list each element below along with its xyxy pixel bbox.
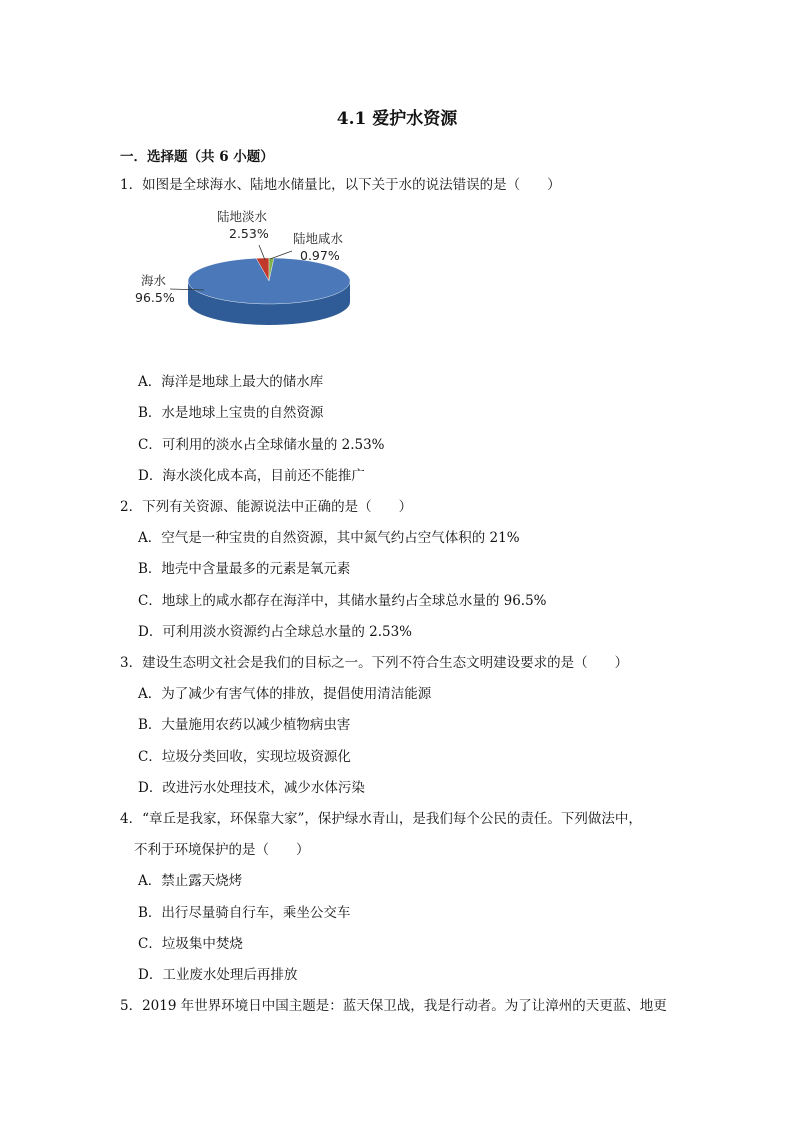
- question-2-option-c: C．地球上的咸水都存在海洋中，其储水量约占全球总水量的 96.5%: [138, 593, 547, 609]
- question-4-stem-line1: 4．“章丘是我家，环保靠大家”，保护绿水青山，是我们每个公民的责任。下列做法中，: [120, 811, 642, 827]
- question-1-option-b: B．水是地球上宝贵的自然资源: [138, 405, 324, 421]
- question-4-option-a: A．禁止露天烧烤: [138, 873, 243, 889]
- question-4-option-d: D．工业废水处理后再排放: [138, 967, 298, 983]
- pie-label-salt-value: 0.97%: [300, 248, 340, 263]
- question-2-option-a: A．空气是一种宝贵的自然资源，其中氮气约占空气体积的 21%: [138, 530, 520, 546]
- question-1-option-a: A．海洋是地球上最大的储水库: [138, 374, 324, 390]
- question-4-option-b: B．出行尽量骑自行车，乘坐公交车: [138, 905, 351, 921]
- question-2-option-d: D．可利用淡水资源约占全球总水量的 2.53%: [138, 624, 413, 640]
- question-3-option-d: D．改进污水处理技术，减少水体污染: [138, 780, 365, 796]
- pie-label-fresh-name: 陆地淡水: [217, 209, 268, 224]
- question-3-stem: 3．建设生态明文社会是我们的目标之一。下列不符合生态文明建设要求的是（ ）: [120, 655, 629, 671]
- question-4-stem-line2: 不利于环境保护的是（ ）: [134, 842, 310, 858]
- question-5-stem: 5．2019 年世界环境日中国主题是：蓝天保卫战，我是行动者。为了让漳州的天更蓝、地更: [120, 998, 667, 1014]
- question-1-stem: 1．如图是全球海水、陆地水储量比，以下关于水的说法错误的是（ ）: [120, 177, 561, 193]
- pie-top: [188, 258, 350, 304]
- question-3-option-c: C．垃圾分类回收，实现垃圾资源化: [138, 749, 351, 765]
- question-2-option-b: B．地壳中含量最多的元素是氧元素: [138, 561, 351, 577]
- question-3-option-a: A．为了减少有害气体的排放，提倡使用清洁能源: [138, 686, 432, 702]
- question-1-option-c: C．可利用的淡水占全球储水量的 2.53%: [138, 437, 385, 453]
- section-heading: 一．选择题（共 6 小题）: [120, 149, 274, 165]
- leader-line-salt: [270, 251, 292, 259]
- question-2-stem: 2．下列有关资源、能源说法中正确的是（ ）: [120, 499, 413, 515]
- question-4-option-c: C．垃圾集中焚烧: [138, 936, 243, 952]
- pie-chart: [132, 203, 372, 363]
- pie-label-salt-name: 陆地咸水: [293, 231, 344, 246]
- pie-label-sea-name: 海水: [141, 273, 167, 288]
- pie-label-sea-value: 96.5%: [135, 290, 175, 305]
- question-3-option-b: B．大量施用农药以减少植物病虫害: [138, 717, 351, 733]
- pie-chart-svg: [132, 203, 372, 363]
- page-title: 4.1 爱护水资源: [336, 109, 458, 129]
- question-1-option-d: D．海水淡化成本高，目前还不能推广: [138, 468, 365, 484]
- leader-line-fresh: [259, 245, 265, 260]
- pie-label-fresh-value: 2.53%: [229, 226, 269, 241]
